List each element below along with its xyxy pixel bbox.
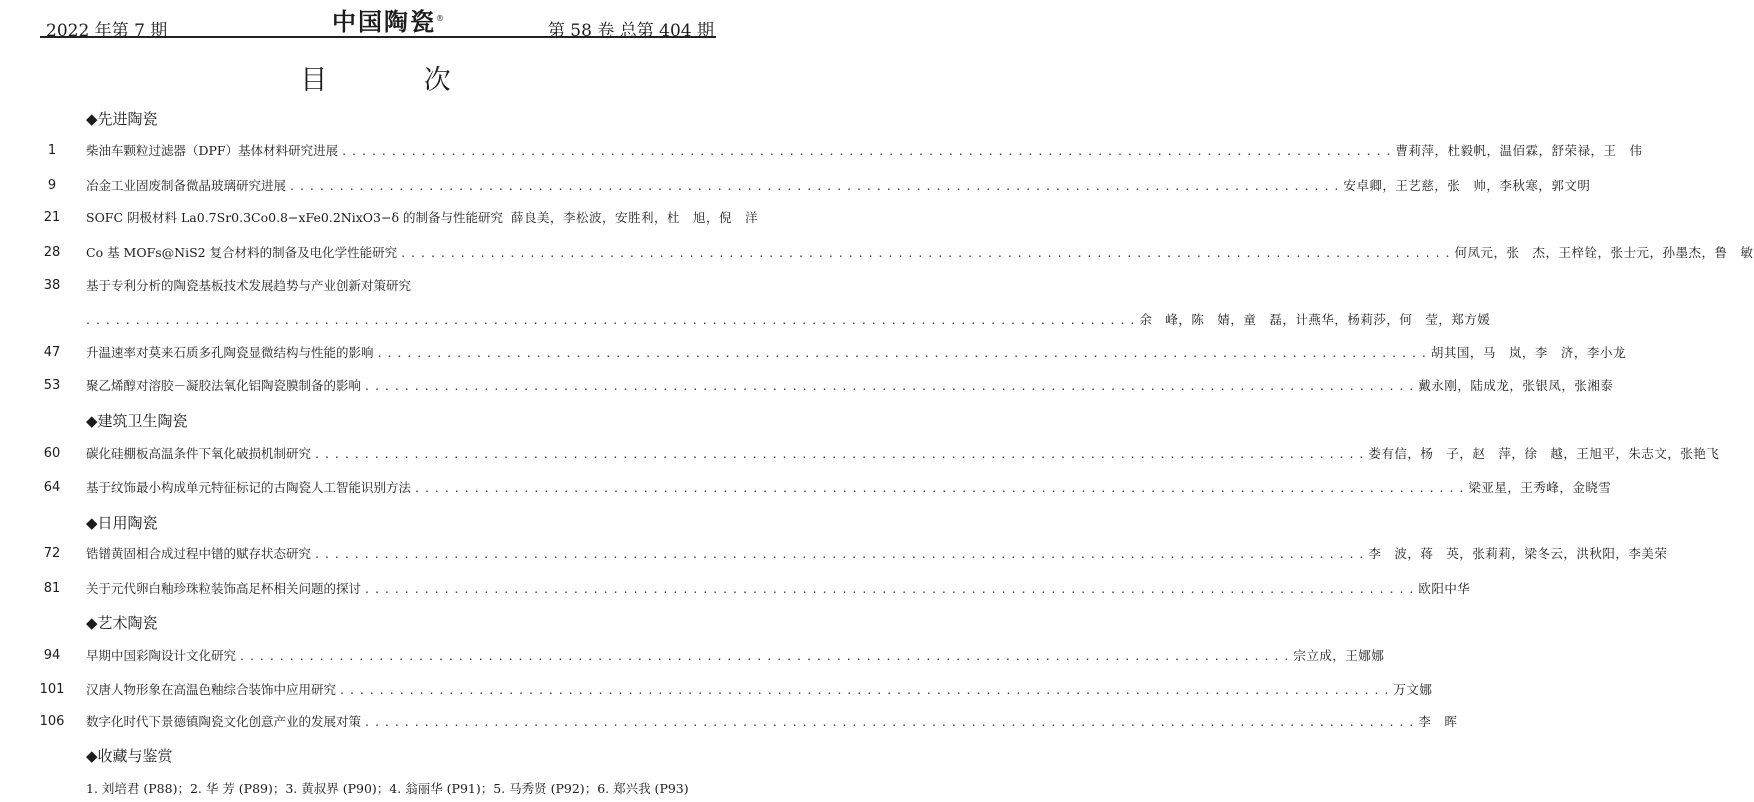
entry-page: 47 bbox=[43, 345, 61, 360]
entry-authors: 梁亚星，王秀峰，金晓雪 bbox=[1468, 480, 1612, 495]
entry-page: 53 bbox=[43, 378, 61, 393]
toc-entry[interactable] bbox=[0, 679, 1433, 701]
issue-number: 2022 年第 7 期 bbox=[46, 21, 168, 41]
entry-authors: 何凤元，张 杰，王梓铨，张士元，孙墨杰，鲁 敏 bbox=[1454, 245, 1754, 260]
entry-authors: 李 波，蒋 英，张莉莉，梁冬云，洪秋阳，李美荣 bbox=[1368, 546, 1668, 561]
toc-entry[interactable] bbox=[0, 477, 1612, 499]
entry-authors: 安卓卿，王艺慈，张 帅，李秋寒，郭文明 bbox=[1343, 178, 1591, 193]
entry-title: 关于元代卵白釉珍珠粒装饰高足杯相关问题的探讨 bbox=[86, 581, 362, 596]
leader-dots bbox=[342, 140, 1391, 162]
toc-entry[interactable] bbox=[0, 543, 1668, 565]
entry-page: 9 bbox=[47, 178, 57, 193]
entry-authors: 曹莉萍，杜毅帆，温佰霖，舒荣禄，王 伟 bbox=[1395, 143, 1643, 158]
entry-page: 94 bbox=[43, 648, 61, 663]
entry-page: 81 bbox=[43, 581, 61, 596]
leader-dots bbox=[290, 175, 1339, 197]
section-heading: ◆先进陶瓷 bbox=[86, 110, 158, 128]
toc-entry[interactable] bbox=[0, 275, 751, 297]
entry-title: Co 基 MOFs@NiS2 复合材料的制备及电化学性能研究 bbox=[86, 245, 398, 260]
entry-page: 21 bbox=[43, 210, 61, 225]
toc-entry[interactable] bbox=[0, 207, 758, 229]
leader-dots bbox=[401, 242, 1450, 264]
entry-title: 聚乙烯醇对溶胶－凝胶法氧化铝陶瓷膜制备的影响 bbox=[86, 378, 362, 393]
entry-title: 升温速率对莫来石质多孔陶瓷显微结构与性能的影响 bbox=[86, 345, 374, 360]
section-heading: ◆日用陶瓷 bbox=[86, 514, 158, 532]
leader-dots bbox=[365, 578, 1414, 600]
page-header bbox=[40, 0, 716, 40]
toc-entry[interactable] bbox=[0, 645, 1385, 667]
entry-authors: 胡其国，马 岚，李 济，李小龙 bbox=[1430, 345, 1626, 360]
toc-entry[interactable] bbox=[0, 175, 1591, 197]
entry-authors: 李 晖 bbox=[1418, 714, 1458, 729]
leader-dots bbox=[315, 543, 1364, 565]
entry-page: 101 bbox=[39, 682, 65, 697]
section-heading: ◆建筑卫生陶瓷 bbox=[86, 412, 188, 430]
header-rule bbox=[40, 36, 716, 38]
entry-page: 1 bbox=[47, 143, 57, 158]
entry-title: 基于纹饰最小构成单元特征标记的古陶瓷人工智能识别方法 bbox=[86, 480, 412, 495]
section-heading: ◆艺术陶瓷 bbox=[86, 614, 158, 632]
entry-authors: 余 峰，陈 婧，童 磊，计燕华，杨莉莎，何 莹，郑方媛 bbox=[1139, 312, 1491, 327]
entry-title: 锆镨黄固相合成过程中镨的赋存状态研究 bbox=[86, 546, 312, 561]
leader-dots bbox=[365, 375, 1414, 397]
entry-authors: 戴永刚，陆成龙，张银凤，张湘泰 bbox=[1418, 378, 1614, 393]
registered-mark: ® bbox=[436, 14, 446, 23]
entry-authors: 万文娜 bbox=[1393, 682, 1433, 697]
leader-dots bbox=[340, 679, 1389, 701]
volume-number: 第 58 卷 总第 404 期 bbox=[547, 21, 714, 41]
entry-page: 64 bbox=[43, 480, 61, 495]
entry-title: 数字化时代下景德镇陶瓷文化创意产业的发展对策 bbox=[86, 714, 362, 729]
entry-authors: 欧阳中华 bbox=[1418, 581, 1471, 596]
entry-page: 60 bbox=[43, 446, 61, 461]
toc-entry[interactable] bbox=[0, 140, 1643, 162]
entry-title: SOFC 阴极材料 La0.7Sr0.3Co0.8−xFe0.2NixO3−δ 的制备与性能研究 bbox=[86, 210, 503, 225]
leader-dots bbox=[86, 309, 1135, 331]
leader-dots bbox=[415, 477, 1464, 499]
entry-authors: 宗立成，王娜娜 bbox=[1293, 648, 1385, 663]
entry-authors: 娄有信，杨 子，赵 萍，徐 越，王旭平，朱志文，张艳飞 bbox=[1368, 446, 1720, 461]
toc-entry[interactable] bbox=[0, 578, 1471, 600]
page-title: 目 次 bbox=[300, 65, 495, 96]
entry-page: 28 bbox=[43, 245, 61, 260]
toc-entry[interactable] bbox=[0, 242, 1754, 264]
toc-entry[interactable] bbox=[0, 711, 1458, 733]
section-heading: ◆收藏与鉴赏 bbox=[86, 747, 173, 765]
entry-page: 106 bbox=[39, 714, 65, 729]
toc-entry[interactable] bbox=[0, 375, 1614, 397]
entry-title: 早期中国彩陶设计文化研究 bbox=[86, 648, 237, 663]
journal-logo bbox=[332, 2, 446, 37]
leader-dots bbox=[240, 645, 1289, 667]
entry-authors: 薛良美，李松波，安胜利，杜 旭，倪 洋 bbox=[510, 210, 758, 225]
entry-title: 汉唐人物形象在高温色釉综合装饰中应用研究 bbox=[86, 682, 337, 697]
leader-dots bbox=[378, 342, 1427, 364]
entry-title: 碳化硅棚板高温条件下氧化破损机制研究 bbox=[86, 446, 312, 461]
journal-logo-text: 中国陶瓷 bbox=[332, 7, 436, 36]
entry-title: 冶金工业固废制备微晶玻璃研究进展 bbox=[86, 178, 287, 193]
collection-list: 1. 刘培君 (P88)；2. 华 芳 (P89)；3. 黄叔界 (P90)；4. 翁丽华 (P91)；5. 马秀贤 (P92)；6. 郑兴我 (P93) bbox=[86, 781, 689, 796]
toc-entry-continuation[interactable] bbox=[0, 309, 1491, 331]
entry-title: 基于专利分析的陶瓷基板技术发展趋势与产业创新对策研究 bbox=[86, 278, 412, 293]
leader-dots bbox=[365, 711, 1414, 733]
entry-page: 38 bbox=[43, 278, 61, 293]
entry-title: 柴油车颗粒过滤器（DPF）基体材料研究进展 bbox=[86, 143, 339, 158]
entry-page: 72 bbox=[43, 546, 61, 561]
leader-dots bbox=[315, 443, 1364, 465]
toc-entry[interactable] bbox=[0, 443, 1720, 465]
toc-entry[interactable] bbox=[0, 342, 1626, 364]
